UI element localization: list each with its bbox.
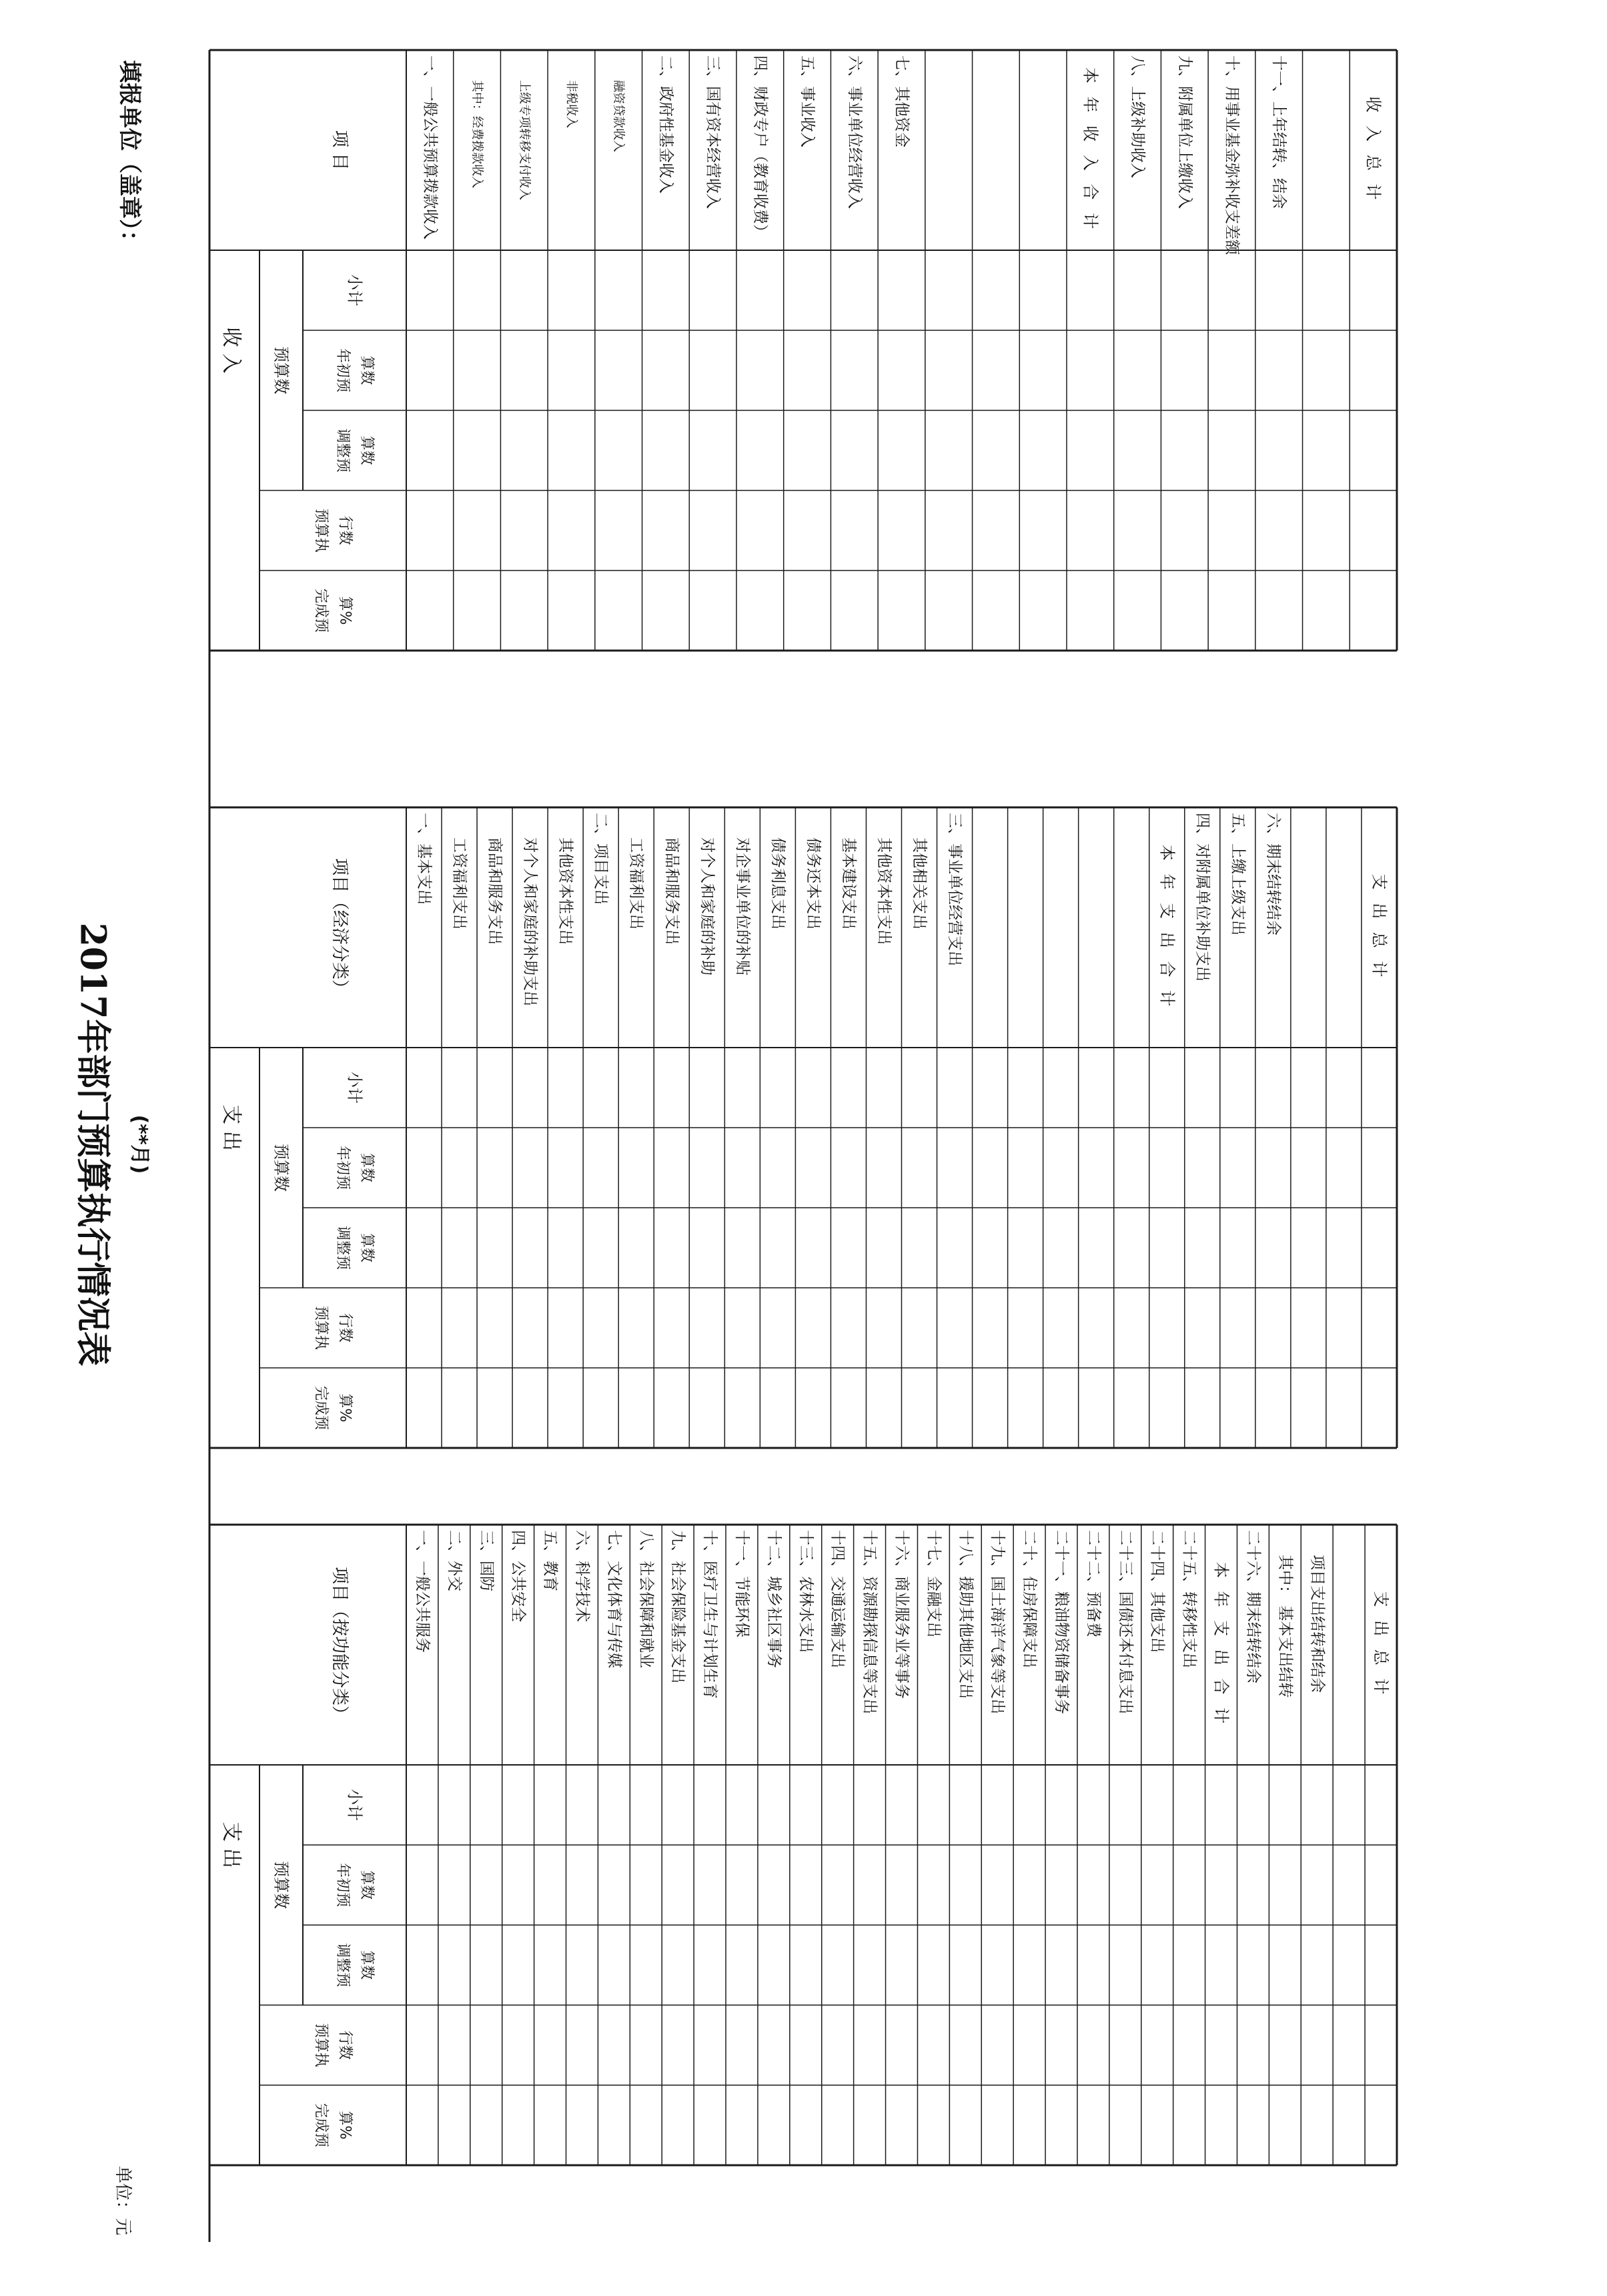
row-label: 四、财政专户（教育收费）: [751, 55, 769, 240]
col-exec: 行数: [336, 515, 354, 546]
row-label: 四、公共安全: [509, 1530, 527, 1622]
row-label: 工资福利支出: [450, 837, 468, 929]
row-label: 二十四、其他支出: [1148, 1530, 1166, 1653]
row-label: 基本建设支出: [839, 837, 857, 929]
row-label: 商品和服务支出: [486, 837, 504, 945]
filler-label: 填报单位（盖章）：: [116, 60, 143, 253]
row-label: 其他资本性支出: [556, 837, 574, 945]
row-label: 七、文化体育与传媒: [605, 1530, 623, 1668]
row-label: 上级专项转移支付收入: [517, 80, 532, 200]
row-label: 八、上级补助收入: [1129, 55, 1147, 178]
row-label: 九、附属单位上缴收入: [1175, 55, 1193, 209]
budget-group-label: 预算数: [272, 346, 291, 394]
budget-group-label: 预算数: [272, 1861, 291, 1909]
col-pct: 算%: [336, 1393, 354, 1423]
row-label: 十八、援助其他地区支出: [957, 1530, 975, 1699]
header-title: 收 入: [219, 327, 243, 374]
form-title: 2017年部门预算执行情况表: [72, 922, 113, 1367]
total-row-label: 收 入 总 计: [1364, 96, 1383, 204]
row-label: 十三、农林水支出: [796, 1530, 815, 1653]
row-label: 一、一般公共服务: [413, 1530, 431, 1653]
row-label: 八、社会保障和就业: [637, 1530, 655, 1668]
row-label: 十五、资源勘探信息等支出: [861, 1530, 879, 1714]
col-pct: 完成预: [312, 2102, 330, 2148]
col-adjust: 调整预: [334, 1942, 351, 1988]
item-header: 项目（经济分类）: [330, 857, 350, 998]
row-label: 六、期末结转结余: [1264, 813, 1282, 935]
row-label: 十四、交通运输支出: [829, 1530, 847, 1668]
col-exec: 行数: [336, 2030, 354, 2060]
col-exec: 预算执: [312, 2022, 330, 2068]
row-label: 债务还本支出: [804, 837, 822, 929]
col-subtotal: 小计: [345, 274, 364, 306]
row-label: 项目支出结转和结余: [1308, 1555, 1326, 1693]
row-label: 二十一、粮油物资储备事务: [1053, 1530, 1071, 1714]
row-label: 融资贷款收入: [611, 80, 626, 152]
row-label: 六、科学技术: [573, 1530, 591, 1622]
row-label: 四、对附属单位补助支出: [1193, 813, 1211, 982]
total-row-label: 本 年 收 入 合 计: [1081, 67, 1100, 234]
row-label: 二十五、转移性支出: [1180, 1530, 1198, 1668]
total-row-label: 支 出 总 计: [1370, 873, 1389, 982]
row-label: 三、事业单位经营支出: [946, 813, 964, 966]
row-label: 一、一般公共预算拨款收入: [421, 55, 439, 240]
col-adjust: 算数: [358, 1950, 375, 1980]
item-header: 项 目: [330, 129, 350, 171]
row-label: 对个人和家庭的补助支出: [521, 837, 539, 1006]
col-initial: 年初预: [334, 1145, 351, 1190]
row-label: 十七、金融支出: [925, 1530, 943, 1637]
row-label: 五、教育: [541, 1530, 559, 1591]
header-title: 支 出: [219, 1822, 243, 1868]
row-label: 其中： 基本支出结转: [1276, 1555, 1294, 1698]
row-label: 十一、节能环保: [732, 1530, 750, 1637]
row-label: 其他资本性支出: [875, 837, 893, 945]
col-pct: 算%: [336, 596, 354, 625]
row-label: 九、社会保险基金支出: [669, 1530, 687, 1683]
total-row-label: 本 年 支 出 合 计: [1157, 844, 1177, 1011]
col-initial: 算数: [358, 355, 375, 386]
row-label: 其中：经费拨款收入: [470, 80, 484, 188]
total-row-label: 本 年 支 出 合 计: [1211, 1561, 1231, 1728]
col-initial: 年初预: [334, 1862, 351, 1908]
row-label: 二十六、期末结转结余: [1244, 1530, 1262, 1683]
row-label: 二、政府性基金收入: [656, 55, 674, 194]
row-label: 非税收入: [564, 80, 578, 128]
header-title: 支 出: [219, 1104, 243, 1151]
row-label: 二十二、预备费: [1084, 1530, 1102, 1637]
item-header: 项目（按功能分类）: [330, 1566, 350, 1724]
col-pct: 完成预: [312, 588, 330, 633]
col-exec: 预算执: [312, 1305, 330, 1351]
total-row-label: 支 出 总 计: [1372, 1591, 1391, 1699]
col-pct: 完成预: [312, 1385, 330, 1431]
unit-label: 单位：元: [113, 2165, 133, 2235]
row-label: 十九、国土海洋气象等支出: [989, 1530, 1007, 1714]
col-adjust: 算数: [358, 1232, 375, 1263]
col-initial: 算数: [358, 1870, 375, 1900]
row-label: 二、项目支出: [592, 813, 610, 905]
row-label: 六、事业单位经营收入: [845, 55, 863, 209]
row-label: 债务利息支出: [768, 837, 786, 929]
col-adjust: 算数: [358, 435, 375, 466]
rotated-form: [73, 50, 1398, 2242]
budget-group-label: 预算数: [272, 1144, 291, 1192]
form-period: (**月): [127, 1114, 151, 1174]
row-label: 工资福利支出: [627, 837, 645, 929]
row-label: 二十、住房保障支出: [1021, 1530, 1039, 1668]
col-exec: 行数: [336, 1312, 354, 1343]
row-label: 二十三、国债还本付息支出: [1116, 1530, 1134, 1714]
row-label: 对个人和家庭的补助: [698, 837, 716, 976]
row-label: 十、用事业基金弥补收支差额: [1223, 55, 1241, 255]
col-subtotal: 小计: [345, 1789, 364, 1821]
col-initial: 算数: [358, 1152, 375, 1183]
col-initial: 年初预: [334, 348, 351, 393]
col-exec: 预算执: [312, 508, 330, 553]
row-label: 十六、商业服务业等事务: [893, 1530, 911, 1699]
row-label: 十、医疗卫生与计划生育: [701, 1530, 719, 1699]
col-subtotal: 小计: [345, 1072, 364, 1104]
row-label: 七、其他资金: [893, 55, 911, 147]
row-label: 一、基本支出: [415, 813, 433, 905]
row-label: 五、事业收入: [798, 55, 817, 147]
col-adjust: 调整预: [334, 1225, 351, 1270]
row-label: 三、国有资本经营收入: [704, 55, 722, 209]
row-label: 二、外交: [445, 1530, 463, 1591]
col-pct: 算%: [336, 2111, 354, 2140]
row-label: 十一、上年结转、结余: [1270, 55, 1288, 209]
row-label: 商品和服务支出: [662, 837, 680, 945]
row-label: 三、国防: [477, 1530, 495, 1591]
col-adjust: 调整预: [334, 428, 351, 473]
row-label: 五、上缴上级支出: [1229, 813, 1247, 935]
row-label: 对企事业单位的补贴: [733, 837, 751, 976]
row-label: 十二、城乡社区事务: [764, 1530, 782, 1668]
row-label: 其他相关支出: [911, 837, 929, 929]
